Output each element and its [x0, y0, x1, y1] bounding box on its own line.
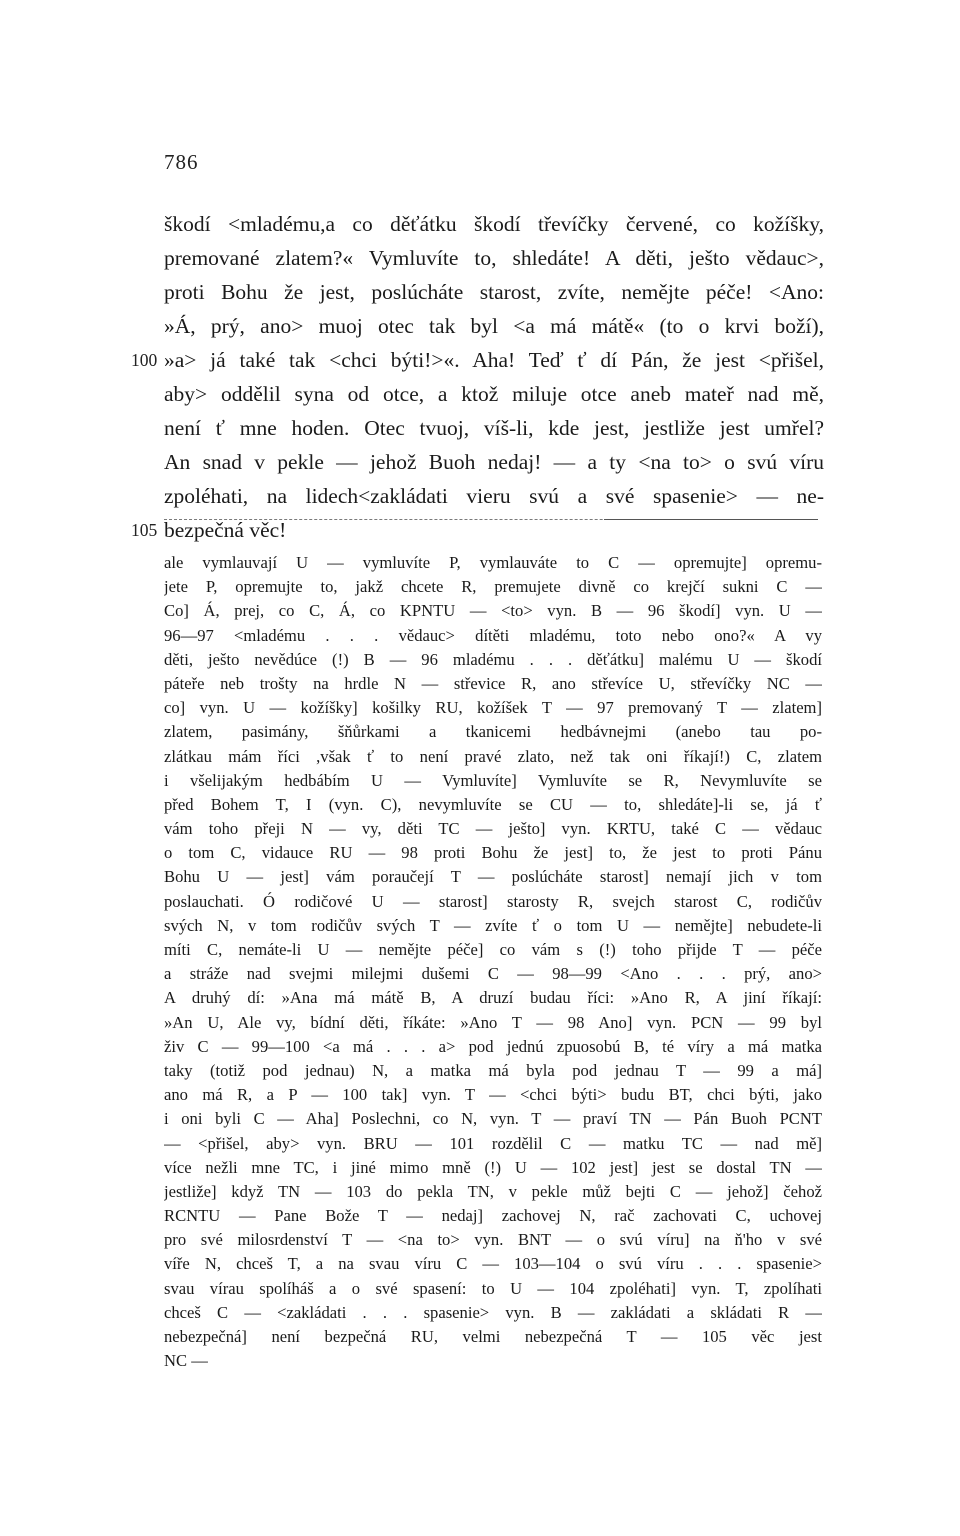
apparatus-line: »An U, Ale vy, bídní děti, říkáte: »Ano T — 98 Ano] vyn. PCN — 99 byl — [164, 1012, 822, 1032]
apparatus-line: ano má R, a P — 100 tak] vyn. T — <chci býti> budu BT, chci býti, jako — [164, 1085, 822, 1105]
apparatus-line: vám toho přeji N — vy, děti TC — ješto] vyn. KRTU, také C — vědauc — [164, 819, 822, 839]
main-text-line-content: není ť mne hoden. Otec tvuoj, víš-li, kde jest, jestliže jest umřel? — [164, 416, 824, 440]
main-text-line-content: An snad v pekle — jehož Buoh nedaj! — a ty <na to> o svú víru — [164, 450, 824, 474]
main-text-line — [164, 479, 824, 513]
main-text-line-content: bezpečná věc! — [164, 518, 287, 542]
apparatus-line: o tom C, vidauce RU — 98 proti Bohu že jest] to, že jest to proti Pánu — [164, 843, 822, 863]
main-text-line — [164, 275, 824, 309]
apparatus-line: páteře neb trošty na hrdle N — střevice R, ano střevíce U, střevíčky NC — — [164, 673, 822, 693]
apparatus-line: zlátkau mám říci ,však ť to není pravé zlato, než tak oni říkají!) C, zlatem — [164, 746, 822, 766]
main-text — [131, 207, 824, 547]
apparatus-line: a stráže nad svejmi milejmi dušemi C — 98—99 <Ano . . . prý, ano> — [164, 964, 822, 984]
main-text-line — [131, 343, 824, 377]
apparatus-line: živ C — 99—100 <a má . . . a> pod jednú zpuosobú B, té víry a má matka — [164, 1036, 822, 1056]
main-text-line-content: proti Bohu že jest, poslúcháte starost, zvíte, nemějte péče! <Ano: — [164, 280, 824, 304]
apparatus-line: svých N, v tom rodičův svých T — zvíte ť o tom U — nemějte] nebudete-li — [164, 915, 822, 935]
main-text-line — [164, 445, 824, 479]
main-text-line-content: aby> oddělil syna od otce, a ktož miluje otce aneb mateř nad mě, — [164, 382, 824, 406]
main-text-line-content: »Á, prý, ano> muoj otec tak byl <a má mátě« (to o krvi boží), — [164, 314, 824, 338]
apparatus-line: i všelijakým hedbábím U — Vymluvíte] Vymluvíte se R, Nevymluvíte se — [164, 770, 822, 790]
apparatus-line: před Bohem T, I (vyn. C), nevymluvíte se CU — to, shledáte]-li se, já ť — [164, 794, 822, 814]
apparatus-line: děti, ješto nevědúce (!) B — 96 mladému . . . děťátku] malému U — škodí — [164, 649, 822, 669]
apparatus-line: RCNTU — Pane Bože T — nedaj] zachovej N, rač zachovati C, uchovej — [164, 1206, 822, 1226]
apparatus-line: jete P, opremujte to, jakž chcete R, premujete divně co krejčí sukni C — — [164, 577, 822, 597]
apparatus-line: 96—97 <mladému . . . vědauc> dítěti mladému, toto nebo ono?« A vy — [164, 625, 822, 645]
apparatus-line: Bohu U — jest] vám poraučejí T — poslúcháte starost] nemají jich v tom — [164, 867, 822, 887]
apparatus-line: chceš C — <zakládati . . . spasenie> vyn. B — zakládati a skládati R — — [164, 1302, 822, 1322]
main-text-line — [164, 377, 824, 411]
footnote-divider-rule — [604, 519, 818, 520]
apparatus-line: víře N, chceš T, a na svau víru C — 103—104 o svú víru . . . spasenie> — [164, 1254, 822, 1274]
main-text-line — [164, 411, 824, 445]
critical-apparatus — [164, 551, 822, 1373]
apparatus-line: nebezpečná] není bezpečná RU, velmi nebezpečná T — 105 věc jest — [164, 1327, 822, 1346]
line-number: 100 — [131, 350, 158, 370]
apparatus-line: více nežli mne TC, i jiné mimo mně (!) U — 102 jest] jest se dostal TN — — [164, 1157, 822, 1177]
apparatus-line: A druhý dí: »Ana má mátě B, A druzí budau říci: »Ano R, A jiní říkají: — [164, 988, 822, 1008]
main-text-line-content: škodí <mladému,a co děťátku škodí třevíčky červené, co kožíšky, — [164, 212, 824, 236]
line-number: 105 — [131, 520, 158, 540]
apparatus-line: Co] Á, prej, co C, Á, co KPNTU — <to> vyn. B — 96 škodí] vyn. U — — [164, 601, 822, 621]
main-text-line-content: »a> já také tak <chci býti!>«. Aha! Teď ť dí Pán, že jest <přišel, — [164, 348, 824, 372]
main-text-line — [164, 241, 824, 275]
main-text-line-content: premované zlatem?« Vymluvíte to, shledáte! A děti, ješto vědauc>, — [164, 246, 824, 270]
apparatus-line: — <přišel, aby> vyn. BRU — 101 rozdělil C — matku TC — nad mě] — [164, 1133, 822, 1153]
apparatus-line: i oni byli C — Aha] Poslechni, co N, vyn. T — praví TN — Pán Buoh PCNT — [164, 1109, 822, 1129]
apparatus-line: jestliže] když TN — 103 do pekla TN, v pekle můž bejti C — jehož] čehož — [164, 1181, 822, 1201]
main-text-line — [164, 207, 824, 241]
main-text-line-content: zpoléhati, na lidech<zakládati vieru svú a své spasenie> — ne- — [164, 484, 824, 508]
apparatus-line: pro své milosrdenství T — <na to> vyn. BNT — o svú víru] na ň'ho v své — [164, 1230, 822, 1250]
page-number: 786 — [164, 150, 199, 174]
apparatus-line: míti C, nemáte-li U — nemějte péče] co vám s (!) toho přijde T — péče — [164, 940, 822, 959]
apparatus-line: svau vírau spolíháš a o své spasení: to U — 104 zpoléhati] vyn. T, zpolíhati — [164, 1278, 822, 1298]
apparatus-line: taky (totiž pod jednau) N, a matka má byla pod jednau T — 99 a má] — [164, 1060, 822, 1080]
apparatus-line: ale vymlauvají U — vymluvíte P, vymlauváte to C — opremujte] opremu- — [164, 553, 822, 572]
apparatus-line: zlatem, pasimány, šňůrkami a tkanicemi hedbávnejmi (anebo tau po- — [164, 722, 822, 742]
main-text-line — [164, 309, 824, 343]
apparatus-line: NC — — [164, 1351, 208, 1371]
apparatus-line: co] vyn. U — kožíšky] košilky RU, kožíšek T — 97 premovaný T — zlatem] — [164, 698, 822, 718]
apparatus-line: poslauchati. Ó rodičové U — starost] starosty R, svejch starost C, rodičův — [164, 891, 822, 911]
